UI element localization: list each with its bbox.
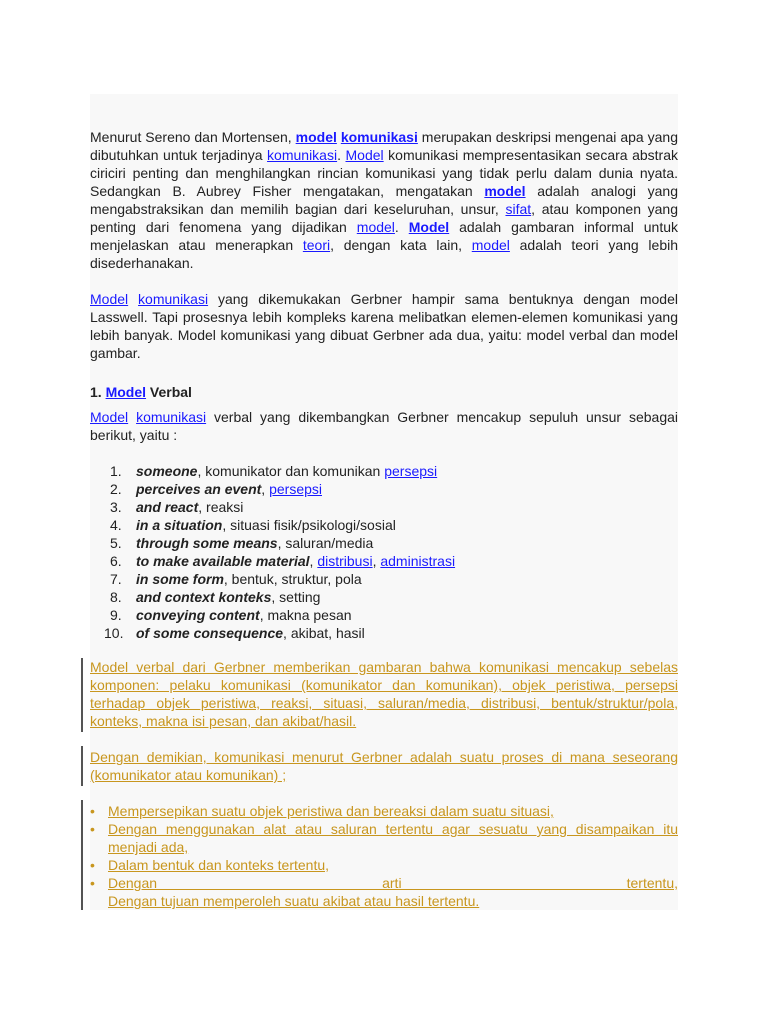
list-term: conveying content xyxy=(136,607,260,623)
list-number: 2. xyxy=(110,481,122,497)
list-item xyxy=(90,588,678,606)
text: adalah analogi yang mengabstraksikan dan memilih bagian dari keseluruhan, unsur, xyxy=(90,183,678,217)
paragraph-verbal xyxy=(90,408,678,444)
list-item xyxy=(90,516,678,534)
text: komunikasi mempresentasikan secara abstrak ciriciri penting dan menghilangkan rincian komunikasi yang tidak perlu dalam dunia nyata. Sedangkan B. Aubrey Fisher mengatakan, mengatakan xyxy=(90,147,678,199)
list-number: 9. xyxy=(110,607,122,623)
list-item xyxy=(90,606,678,624)
list-text: , setting xyxy=(271,589,321,605)
paragraph-process: Dengan demikian, komunikasi menurut Gerbner adalah suatu proses di mana seseorang (komunikator atau komunikan) ; xyxy=(90,749,678,783)
list-term: and context konteks xyxy=(136,589,272,605)
list-text: , xyxy=(309,553,318,569)
list-number: 3. xyxy=(110,499,122,515)
list-item xyxy=(90,624,678,642)
list-item xyxy=(90,534,678,552)
link-model[interactable]: Model xyxy=(90,291,129,307)
text: , atau komponen yang penting dari fenomena yang dijadikan xyxy=(90,201,678,235)
list-text: , xyxy=(372,553,381,569)
list-number: 10. xyxy=(104,625,124,641)
bullet-text: Dalam bentuk dan konteks tertentu, xyxy=(108,857,330,873)
text: . xyxy=(337,147,346,163)
revision-bar xyxy=(81,658,83,732)
bullet-text: Dengan tujuan memperoleh suatu akibat atau hasil tertentu. xyxy=(108,893,480,909)
document-panel xyxy=(90,94,678,910)
paragraph-gerbner xyxy=(90,290,678,362)
list-text: , situasi fisik/psikologi/sosial xyxy=(222,517,396,533)
section-heading xyxy=(90,384,192,400)
bullet-list xyxy=(90,802,678,910)
link-teori[interactable]: teori xyxy=(302,237,331,253)
revision-bar xyxy=(81,800,83,910)
text: . xyxy=(394,219,409,235)
heading-number: 1. xyxy=(90,384,106,400)
link-model[interactable]: model xyxy=(471,237,510,253)
bullet-icon: • xyxy=(90,821,95,837)
list-text: , komunikator dan komunikan xyxy=(197,463,385,479)
list-text: , xyxy=(261,481,270,497)
bullet-item xyxy=(90,820,678,856)
list-number: 6. xyxy=(110,553,122,569)
bullet-text: Dengan arti tertentu, xyxy=(108,875,678,891)
text xyxy=(128,291,138,307)
list-text: , saluran/media xyxy=(277,535,374,551)
list-item xyxy=(90,552,678,570)
link-komunikasi[interactable]: komunikasi xyxy=(138,291,209,307)
list-item xyxy=(90,498,678,516)
list-number: 8. xyxy=(110,589,122,605)
list-item xyxy=(90,570,678,588)
list-term: of some consequence xyxy=(136,625,284,641)
text: , dengan kata lain, xyxy=(330,237,472,253)
heading-text: Verbal xyxy=(146,384,192,400)
list-text: , bentuk, struktur, pola xyxy=(223,571,362,587)
link-model[interactable]: Model xyxy=(105,384,147,400)
list-text: , reaksi xyxy=(198,499,244,515)
link-persepsi[interactable]: persepsi xyxy=(384,463,438,479)
bullet-icon: • xyxy=(90,857,95,873)
list-number: 7. xyxy=(110,571,122,587)
list-number: 1. xyxy=(110,463,122,479)
list-term: to make available material xyxy=(136,553,310,569)
link-persepsi[interactable]: persepsi xyxy=(269,481,322,497)
text: adalah gambaran informal untuk menjelaskan atau menerapkan xyxy=(90,219,678,253)
list-term: and react xyxy=(136,499,199,515)
paragraph-summary: Model verbal dari Gerbner memberikan gambaran bahwa komunikasi mencakup sebelas komponen: pelaku komunikasi (komunikator dan komunikan), objek peristiwa, persepsi terhadap objek peristiwa, reaksi, situasi, saluran/media, distribusi, bentuk/struktur/pola, konteks, makna isi pesan, dan akibat/hasil. xyxy=(90,659,678,729)
list-term: in a situation xyxy=(136,517,223,533)
text xyxy=(128,409,136,425)
paragraph-intro xyxy=(90,128,678,272)
bullet-item xyxy=(90,802,678,820)
link-model[interactable]: model xyxy=(356,219,395,235)
link-sifat[interactable]: sifat xyxy=(505,201,532,217)
list-number: 5. xyxy=(110,535,122,551)
link-model[interactable]: model xyxy=(484,183,526,199)
bullet-text: Dengan menggunakan alat atau saluran tertentu agar sesuatu yang disampaikan itu menjadi ada, xyxy=(108,821,678,855)
bullet-icon: • xyxy=(90,803,95,819)
text: verbal yang dikembangkan Gerbner mencakup sepuluh unsur sebagai berikut, yaitu : xyxy=(90,409,678,443)
link-model[interactable]: Model xyxy=(408,219,450,235)
text: Menurut Sereno dan Mortensen, xyxy=(90,129,296,145)
text: adalah teori yang lebih disederhanakan. xyxy=(90,237,679,271)
link-model[interactable]: Model xyxy=(345,147,384,163)
link-komunikasi[interactable]: komunikasi xyxy=(267,147,338,163)
link-distribusi[interactable]: distribusi xyxy=(317,553,373,569)
text: merupakan deskripsi mengenai apa yang dibutuhkan untuk terjadinya xyxy=(90,129,678,163)
list-term: perceives an event xyxy=(136,481,262,497)
bullet-icon: • xyxy=(90,875,95,891)
link-model[interactable]: model xyxy=(295,129,337,145)
bullet-text: Mempersepikan suatu objek peristiwa dan bereaksi dalam suatu situasi, xyxy=(108,803,554,819)
list-text: , makna pesan xyxy=(259,607,352,623)
text: yang dikemukakan Gerbner hampir sama bentuknya dengan model Lasswell. Tapi prosesnya lebih kompleks karena melibatkan elemen-elemen komunikasi yang lebih banyak. Model komunikasi yang dibuat Gerbner ada dua, yaitu: model verbal dan model gambar. xyxy=(90,291,678,361)
list-text: , akibat, hasil xyxy=(283,625,365,641)
element-list xyxy=(90,462,678,642)
link-administrasi[interactable]: administrasi xyxy=(380,553,456,569)
link-komunikasi[interactable]: komunikasi xyxy=(340,129,418,145)
list-number: 4. xyxy=(110,517,122,533)
link-komunikasi[interactable]: komunikasi xyxy=(136,409,207,425)
bullet-item xyxy=(90,874,678,892)
list-term: through some means xyxy=(136,535,278,551)
list-item xyxy=(90,462,678,480)
bullet-item xyxy=(90,892,678,910)
bullet-item xyxy=(90,856,678,874)
list-term: in some form xyxy=(136,571,224,587)
link-model[interactable]: Model xyxy=(90,409,129,425)
list-term: someone xyxy=(136,463,198,479)
list-item xyxy=(90,480,678,498)
revision-bar xyxy=(81,746,83,786)
